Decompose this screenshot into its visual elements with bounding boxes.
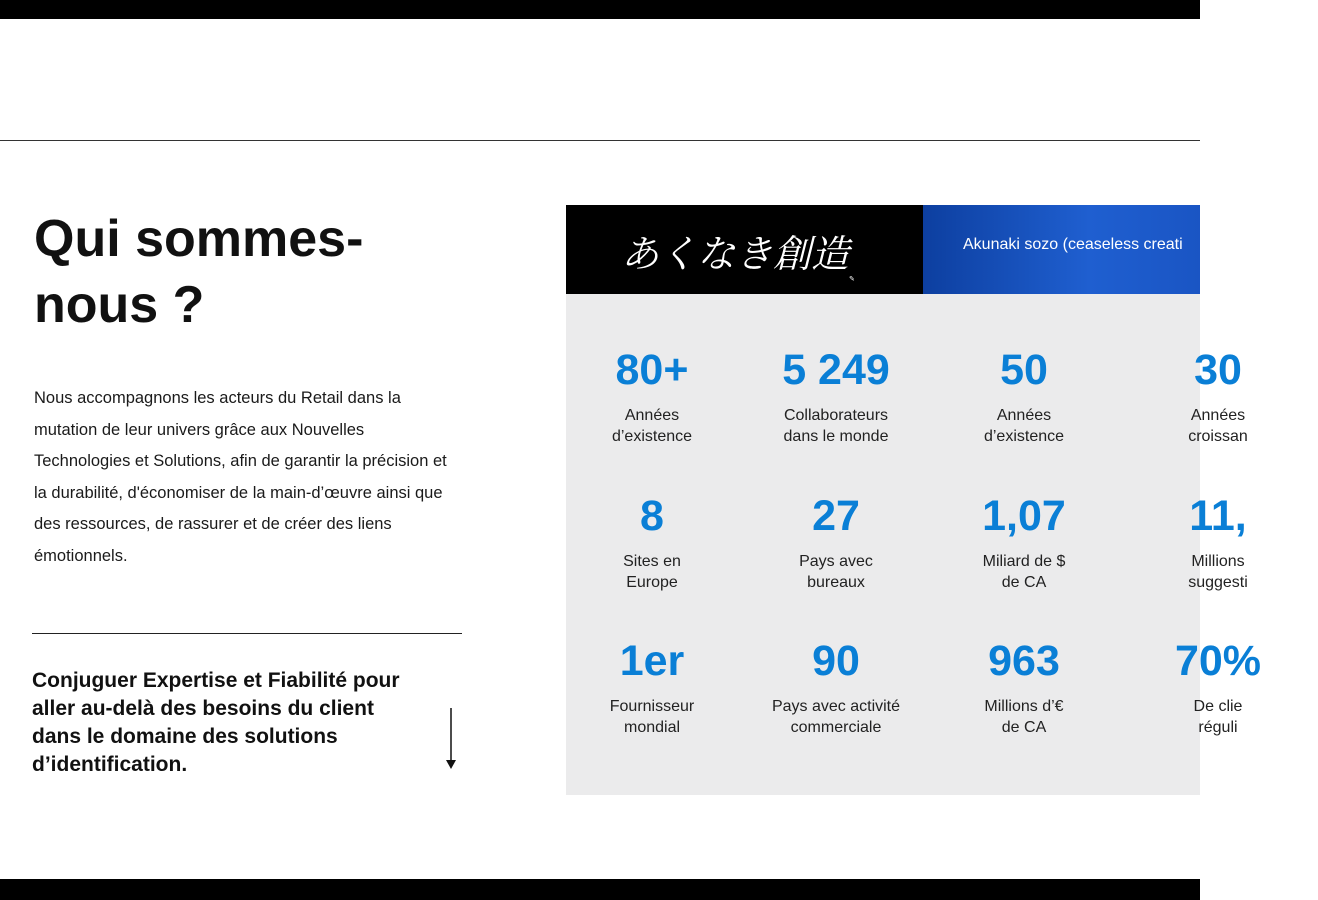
stat-label: Millions d’€ de CA [984,698,1064,736]
stat-item [1118,636,1318,738]
stat-item [924,491,1124,593]
stat-value: 27 [812,492,860,540]
stats-panel [566,205,1262,795]
top-black-bar [0,0,1200,19]
calligraphy-banner [566,205,923,294]
svg-text:✎: ✎ [849,275,855,283]
intro-paragraph: Nous accompagnons les acteurs du Retail dans la mutation de leur univers grâce aux Nouvelles Technologies et Solutions, afin de garantir la précision et la durabilité, d'économiser de la main-d’œuvre ainsi que des ressources, de rassurer et de créer des liens émotionnels. [34,389,447,565]
svg-text:あくなき創造: あくなき創造 [621,232,850,276]
stat-item [552,491,752,593]
stat-label: Pays avec activité commerciale [771,698,901,736]
tagline: Conjuguer Expertise et Fiabilité pour aller au-delà des besoins du client dans le domaine des solutions d’identification. [32,669,400,776]
stat-value: 90 [812,637,860,685]
stat-value: 50 [1000,346,1048,394]
stat-value: 70% [1174,637,1262,685]
motto-banner [923,205,1200,294]
stat-label: Miliard de $ de CA [982,553,1066,591]
stat-label: Fournisseur mondial [609,698,695,736]
stat-label: Années d’existence [983,407,1065,445]
stat-value: 5 249 [782,346,890,394]
stat-label: De clie réguli [1193,698,1243,736]
stat-item [924,345,1124,447]
stat-item [1118,491,1318,593]
stat-value: 30 [1194,346,1242,394]
header-divider [0,140,1200,141]
stat-value: 8 [640,492,664,540]
section-divider [32,633,462,634]
page-title: Qui sommes- nous ? [34,210,364,334]
stat-item [924,636,1124,738]
stat-value: 80+ [615,346,689,394]
stat-item [1118,345,1318,447]
arrow-down-icon[interactable] [444,708,458,770]
stat-value: 963 [988,637,1060,685]
motto-caption: Akunaki sozo (ceaseless creati [963,236,1183,253]
stat-item [736,491,936,593]
stat-label: Années croissan [1188,407,1248,445]
calligraphy-logo [621,223,871,283]
stat-label: Pays avec bureaux [799,553,873,591]
stat-item [736,345,936,447]
stat-value: 11, [1189,492,1247,540]
stat-item [552,345,752,447]
stat-label: Années d’existence [611,407,693,445]
bottom-black-bar [0,879,1200,900]
stat-value: 1,07 [982,492,1066,540]
stat-item [736,636,936,738]
stat-label: Sites en Europe [623,553,681,591]
stat-label: Collaborateurs dans le monde [783,407,889,445]
stat-value: 1er [619,637,685,685]
stat-label: Millions suggesti [1188,553,1248,591]
stat-item [552,636,752,738]
